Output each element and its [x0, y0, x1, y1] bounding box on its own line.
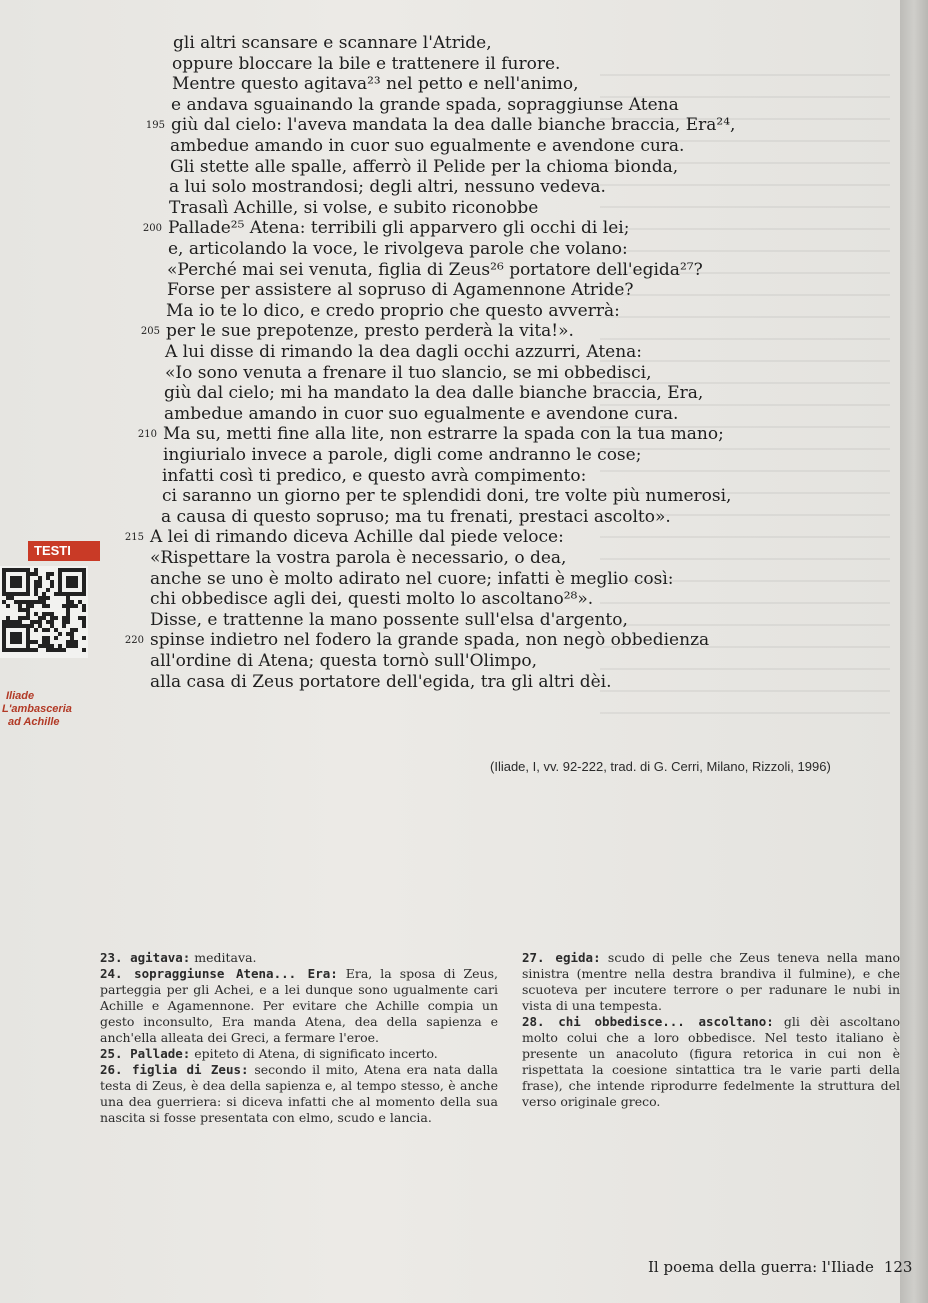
- verse-line: A lei di rimando diceva Achille dal piede veloce:: [150, 527, 564, 548]
- verse-line: Forse per assistere al sopruso di Agamennone Atride?: [167, 280, 634, 301]
- footnote-term: 23. agitava:: [100, 950, 191, 965]
- line-number: 200: [142, 223, 162, 235]
- footnote: [100, 1062, 498, 1126]
- qr-module: [46, 604, 50, 608]
- qr-module: [38, 584, 42, 588]
- citation: (Iliade, I, vv. 92-222, trad. di G. Cerri, Milano, Rizzoli, 1996): [490, 759, 831, 774]
- verse-line: e andava sguainando la grande spada, sopraggiunse Atena: [171, 94, 679, 115]
- qr-module: [6, 604, 10, 608]
- qr-module: [62, 648, 66, 652]
- verse-line: alla casa di Zeus portatore dell'egida, tra gli altri dèi.: [150, 671, 612, 692]
- footnote-text: secondo il mito, Atena era nata dalla testa di Zeus, è dea della sapienza e, al tempo stesso, è anche una dea guerriera: si diceva infatti che al momento della sua nascita si fosse presentata con elmo, scudo e lancia.: [100, 1062, 498, 1125]
- qr-module: [74, 644, 78, 648]
- qr-module: [82, 624, 86, 628]
- verse-line: e, articolando la voce, le rivolgeva parole che volano:: [168, 239, 628, 259]
- verse-line: oppure bloccare la bile e trattenere il furore.: [172, 53, 561, 74]
- qr-caption[interactable]: [2, 690, 98, 729]
- footnote-term: 24. sopraggiunse Atena... Era:: [100, 966, 338, 981]
- qr-module: [46, 596, 50, 600]
- verse-line: spinse indietro nel fodero la grande spada, non negò obbedienza: [150, 630, 710, 651]
- footnote: [100, 950, 498, 966]
- qr-module: [74, 584, 78, 588]
- verse-line: giù dal cielo: l'aveva mandata la dea dalle bianche braccia, Era²⁴,: [171, 115, 736, 136]
- footnote: [522, 950, 900, 1014]
- qr-caption-line: Iliade: [6, 690, 35, 702]
- verse-line: gli altri scansare e scannare l'Atride,: [173, 33, 492, 53]
- line-number: 220: [124, 635, 144, 647]
- footnote-text: Era, la sposa di Zeus, parteggia per gli Achei, e a lei dunque sono ugualmente cari Achille e Agamennone. Per evitare che Achille compia un gesto inconsulto, Era manda Atena, dea della sapienza e anch'ella alleata dei Greci, a fermare l'eroe.: [100, 966, 498, 1045]
- footnote: [100, 966, 498, 1046]
- verse-line: ingiurialo invece a parole, digli come andranno le cose;: [163, 445, 642, 465]
- footnote-term: 28. chi obbedisce... ascoltano:: [522, 1014, 774, 1029]
- qr-module: [82, 636, 86, 640]
- verse-line: «Perché mai sei venuta, figlia di Zeus²⁶ portatore dell'egida²⁷?: [167, 259, 703, 280]
- verse-line: giù dal cielo; mi ha mandato la dea dalle bianche braccia, Era,: [164, 383, 704, 404]
- qr-module: [18, 640, 22, 644]
- footnotes-right: [522, 950, 900, 1110]
- line-number: 215: [124, 532, 144, 544]
- qr-module: [34, 628, 38, 632]
- qr-module: [46, 588, 50, 592]
- verse-line: «Io sono venuta a frenare il tuo slancio, se mi obbedisci,: [165, 362, 652, 383]
- qr-caption-line: L'ambasceria: [2, 703, 72, 715]
- footnote: [522, 1014, 900, 1110]
- verse-line: Gli stette alle spalle, afferrò il Pelide per la chioma bionda,: [170, 156, 679, 177]
- qr-module: [58, 632, 62, 636]
- footnote-term: 25. Pallade:: [100, 1046, 191, 1061]
- page-footer: [648, 1258, 912, 1276]
- footer-title: Il poema della guerra: l'Iliade: [648, 1258, 874, 1276]
- qr-module: [26, 592, 30, 596]
- qr-module: [34, 648, 38, 652]
- qr-code[interactable]: [0, 566, 88, 658]
- verse-line: all'ordine di Atena; questa tornò sull'Olimpo,: [150, 651, 538, 671]
- verse-line: Ma su, metti fine alla lite, non estrarre la spada con la tua mano;: [163, 424, 724, 445]
- qr-module: [54, 636, 58, 640]
- footnote-text: gli dèi ascoltano molto colui che a loro obbedisce. Nel testo italiano è presente un anacoluto (figura retorica in cui non è rispettata la coesione sintattica tra le varie parti della frase), che intende riprodurre fedelmente la struttura del verso originale greco.: [522, 1014, 900, 1109]
- verse-line: Mentre questo agitava²³ nel petto e nell'animo,: [172, 74, 579, 95]
- qr-module: [82, 608, 86, 612]
- qr-module: [82, 592, 86, 596]
- verse-line: ci saranno un giorno per te splendidi doni, tre volte più numerosi,: [162, 486, 732, 507]
- verse-line: Trasalì Achille, si volse, e subito riconobbe: [169, 197, 539, 218]
- qr-module: [46, 628, 50, 632]
- footnote-term: 27. egida:: [522, 950, 601, 965]
- qr-module: [54, 616, 58, 620]
- qr-module: [18, 584, 22, 588]
- verse-line: «Rispettare la vostra parola è necessario, o dea,: [150, 548, 567, 568]
- line-number: 195: [145, 120, 165, 132]
- verse-line: a causa di questo sopruso; ma tu frenati, prestaci ascolto».: [161, 506, 671, 527]
- line-number: 205: [140, 326, 160, 338]
- qr-module: [66, 620, 70, 624]
- page-edge: [900, 0, 928, 1303]
- testi-label: TESTI: [28, 541, 100, 561]
- qr-module: [50, 584, 54, 588]
- verse-line: Disse, e trattenne la mano possente sull'elsa d'argento,: [150, 609, 628, 630]
- footnote-text: scudo di pelle che Zeus teneva nella mano sinistra (mentre nella destra brandiva il fulmine), e che scuoteva per incutere terrore o per radunare le nubi in vista di una tempesta.: [522, 950, 900, 1013]
- verse-line: ambedue amando in cuor suo egualmente e avendone cura.: [170, 136, 685, 156]
- page-number: 123: [883, 1258, 913, 1276]
- qr-module: [74, 628, 78, 632]
- footnote-text: epiteto di Atena, di significato incerto.: [190, 1046, 438, 1061]
- verse-line: Pallade²⁵ Atena: terribili gli apparvero gli occhi di lei;: [168, 218, 630, 239]
- qr-caption-line: ad Achille: [8, 716, 60, 728]
- footnote-term: 26. figlia di Zeus:: [100, 1062, 249, 1077]
- verse-line: A lui disse di rimando la dea dagli occhi azzurri, Atena:: [165, 342, 643, 362]
- qr-module: [50, 572, 54, 576]
- qr-module: [74, 604, 78, 608]
- footnote-text: meditava.: [190, 950, 257, 965]
- verse-line: infatti così ti predico, e questo avrà compimento:: [162, 465, 587, 486]
- footnotes-left: [100, 950, 498, 1126]
- verse-line: ambedue amando in cuor suo egualmente e avendone cura.: [164, 403, 679, 424]
- footnote: [100, 1046, 498, 1062]
- verse-line: a lui solo mostrandosi; degli altri, nessuno vedeva.: [169, 177, 606, 198]
- qr-module: [62, 624, 66, 628]
- line-number: 210: [137, 429, 157, 441]
- verse-line: Ma io te lo dico, e credo proprio che questo avverrà:: [166, 300, 620, 321]
- verse-line: anche se uno è molto adirato nel cuore; infatti è meglio così:: [150, 568, 674, 589]
- verse-line: per le sue prepotenze, presto perderà la vita!».: [166, 321, 574, 342]
- qr-module: [82, 648, 86, 652]
- qr-module: [30, 604, 34, 608]
- verse-line: chi obbedisce agli dei, questi molto lo ascoltano²⁸».: [150, 589, 594, 610]
